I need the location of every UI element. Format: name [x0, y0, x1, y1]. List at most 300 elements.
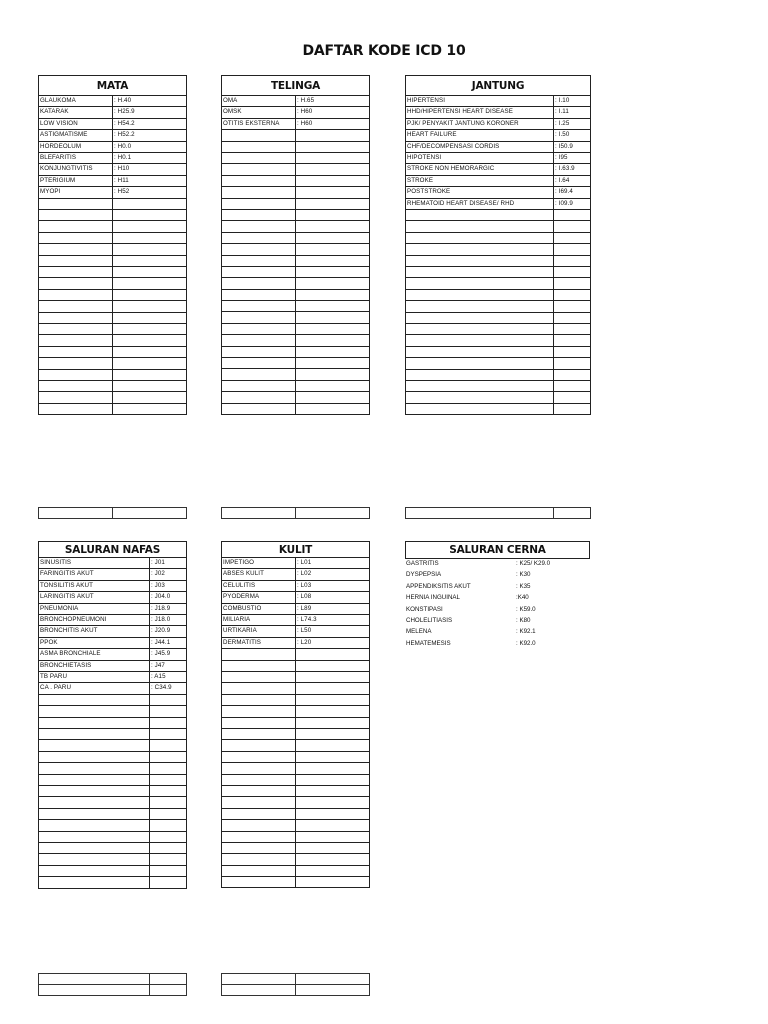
diagnosis-name: [222, 649, 296, 660]
diagnosis-name: [39, 346, 113, 357]
table-row: [406, 96, 591, 107]
icd-code: [150, 854, 187, 865]
diagnosis-name: STROKE: [406, 175, 554, 186]
table-row: [406, 392, 591, 403]
table-row: [222, 740, 370, 751]
diagnosis-name: [406, 392, 554, 403]
icd-code: : I.10: [554, 96, 591, 107]
table-row: [222, 312, 370, 323]
icd-code: : L03: [296, 580, 370, 591]
diagnosis-name: [222, 706, 296, 717]
icd-code: [296, 255, 370, 266]
table-row: [406, 369, 591, 380]
table-row: [222, 831, 370, 842]
diagnosis-name: GLAUKOMA: [39, 96, 113, 107]
table-row: [222, 141, 370, 152]
diagnosis-name: [39, 717, 150, 728]
table-saluran-nafas: [38, 541, 187, 889]
empty-cell: [222, 974, 296, 985]
diagnosis-name: [39, 786, 150, 797]
table-row: [39, 797, 187, 808]
diagnosis-name: [222, 763, 296, 774]
table-row: [39, 683, 187, 694]
icd-code: [296, 289, 370, 300]
diagnosis-name: [222, 865, 296, 876]
diagnosis-name: RHEMATOID HEART DISEASE/ RHD: [406, 198, 554, 209]
icd-code: : I95: [554, 153, 591, 164]
diagnosis-name: [406, 221, 554, 232]
icd-code: [554, 232, 591, 243]
diagnosis-name: [39, 729, 150, 740]
table-row: [406, 278, 591, 289]
icd-code: : K59.0: [516, 605, 536, 613]
icd-code: : J01: [150, 558, 187, 569]
table-row: [39, 335, 187, 346]
table-row: [39, 301, 187, 312]
diagnosis-name: [39, 358, 113, 369]
diagnosis-name: [222, 808, 296, 819]
diagnosis-name: [222, 312, 296, 323]
table-row: [39, 255, 187, 266]
diagnosis-name: [39, 210, 113, 221]
icd-code: [113, 369, 187, 380]
table-row: [222, 335, 370, 346]
icd-code: [554, 392, 591, 403]
table-row: [222, 615, 370, 626]
table-row: [222, 153, 370, 164]
icd-code: : H52: [113, 187, 187, 198]
icd-code: [113, 255, 187, 266]
empty-strip-saluran-nafas: [38, 973, 187, 996]
icd-code: [113, 323, 187, 334]
diagnosis-name: [222, 392, 296, 403]
diagnosis-name: TB PARU: [39, 672, 150, 683]
diagnosis-name: [222, 380, 296, 391]
table-row: [406, 323, 591, 334]
icd-code: : I.63.9: [554, 164, 591, 175]
icd-code: : J44.1: [150, 637, 187, 648]
icd-code: [554, 289, 591, 300]
icd-code: [113, 301, 187, 312]
diagnosis-name: [222, 266, 296, 277]
table-row: [222, 96, 370, 107]
icd-code: [150, 763, 187, 774]
table-header: TELINGA: [222, 76, 370, 96]
table-row: [406, 198, 591, 209]
diagnosis-name: [222, 187, 296, 198]
icd-code: [296, 842, 370, 853]
table-row: [222, 392, 370, 403]
table-jantung: [405, 75, 591, 415]
table-row: [39, 786, 187, 797]
empty-cell: [296, 985, 370, 996]
icd-code: [296, 130, 370, 141]
icd-code: : K35: [516, 582, 531, 590]
diagnosis-name: [222, 255, 296, 266]
diagnosis-name: [406, 346, 554, 357]
icd-code: [113, 289, 187, 300]
table-row: [39, 751, 187, 762]
diagnosis-name: [222, 358, 296, 369]
icd-code: [296, 831, 370, 842]
diagnosis-name: PNEUMONIA: [39, 603, 150, 614]
diagnosis-name: CHF/DECOMPENSASI CORDIS: [406, 141, 554, 152]
icd-code: : L01: [296, 558, 370, 569]
list-item: [406, 569, 596, 580]
diagnosis-name: [39, 255, 113, 266]
icd-code: : H11: [113, 175, 187, 186]
icd-code: [296, 751, 370, 762]
table-row: [406, 210, 591, 221]
diagnosis-name: [222, 289, 296, 300]
diagnosis-name: [222, 751, 296, 762]
diagnosis-name: [222, 221, 296, 232]
icd-code: [296, 153, 370, 164]
icd-code: [150, 842, 187, 853]
diagnosis-name: LARINGITIS AKUT: [39, 592, 150, 603]
table-row: [406, 221, 591, 232]
empty-cell: [296, 508, 370, 519]
icd-code: : L89: [296, 603, 370, 614]
table-row: [39, 649, 187, 660]
table-row: [406, 118, 591, 129]
diagnosis-name: OMSK: [222, 107, 296, 118]
table-row: [222, 706, 370, 717]
table-row: [222, 346, 370, 357]
diagnosis-name: [222, 660, 296, 671]
icd-code: [296, 797, 370, 808]
diagnosis-name: [406, 289, 554, 300]
table-row: [222, 301, 370, 312]
diagnosis-name: KATARAK: [39, 107, 113, 118]
list-item: [406, 615, 596, 626]
icd-code: [113, 358, 187, 369]
table-mata: [38, 75, 187, 415]
table-row: [222, 763, 370, 774]
table-row: [39, 210, 187, 221]
diagnosis-name: [39, 694, 150, 705]
table-row: [406, 267, 591, 278]
icd-code: : H60: [296, 118, 370, 129]
table-row: [406, 130, 591, 141]
icd-code: [554, 221, 591, 232]
diagnosis-name: [222, 198, 296, 209]
icd-code: [296, 706, 370, 717]
diagnosis-name: [39, 369, 113, 380]
icd-code: [150, 877, 187, 888]
icd-code: : H0.0: [113, 141, 187, 152]
table-row: [39, 740, 187, 751]
empty-cell: [222, 985, 296, 996]
diagnosis-name: CELULITIS: [222, 580, 296, 591]
icd-code: : L74.3: [296, 615, 370, 626]
diagnosis-name: PTERIGIUM: [39, 175, 113, 186]
icd-code: [554, 244, 591, 255]
table-row: [406, 403, 591, 414]
icd-code: [150, 831, 187, 842]
table-row: [222, 865, 370, 876]
icd-code: : J03: [150, 580, 187, 591]
table-row: [39, 392, 187, 403]
table-row: [39, 603, 187, 614]
table-row: [39, 323, 187, 334]
icd-code: : J47: [150, 660, 187, 671]
table-row: [39, 175, 187, 186]
icd-code: [296, 346, 370, 357]
icd-code: [296, 774, 370, 785]
table-row: [406, 244, 591, 255]
table-row: [222, 403, 370, 414]
table-row: [39, 96, 187, 107]
empty-cell: [39, 974, 150, 985]
table-header: JANTUNG: [406, 76, 591, 96]
table-row: [222, 289, 370, 300]
diagnosis-name: LOW VISION: [39, 118, 113, 129]
table-row: [39, 580, 187, 591]
table-row: [222, 558, 370, 569]
table-row: [222, 569, 370, 580]
diagnosis-name: HIPERTENSI: [406, 96, 554, 107]
icd-code: [296, 785, 370, 796]
table-row: [39, 637, 187, 648]
icd-code: [150, 820, 187, 831]
table-row: [39, 267, 187, 278]
diagnosis-name: [406, 267, 554, 278]
icd-code: [113, 392, 187, 403]
table-row: [406, 289, 591, 300]
table-row: [222, 774, 370, 785]
table-telinga: [221, 75, 370, 415]
table-kulit: [221, 541, 370, 888]
icd-code: [296, 175, 370, 186]
table-row: [222, 592, 370, 603]
empty-strip-kulit: [221, 973, 370, 996]
icd-code: : L08: [296, 592, 370, 603]
icd-code: [296, 198, 370, 209]
diagnosis-name: [222, 301, 296, 312]
table-row: [222, 785, 370, 796]
diagnosis-name: PYODERMA: [222, 592, 296, 603]
table-row: [222, 255, 370, 266]
diagnosis-name: [39, 831, 150, 842]
icd-code: [150, 706, 187, 717]
empty-cell: [113, 508, 187, 519]
table-header: MATA: [39, 76, 187, 96]
icd-code: [554, 312, 591, 323]
diagnosis-name: CA . PARU: [39, 683, 150, 694]
diagnosis-name: [39, 221, 113, 232]
empty-strip-telinga: [221, 507, 370, 519]
icd-code: [296, 854, 370, 865]
icd-code: [113, 278, 187, 289]
diagnosis-name: STROKE NON HEMORARGIC: [406, 164, 554, 175]
table-row: [39, 865, 187, 876]
diagnosis-name: [39, 289, 113, 300]
icd-code: [296, 209, 370, 220]
table-header-saluran-cerna: SALURAN CERNA: [405, 541, 590, 559]
list-saluran-cerna: [406, 558, 596, 649]
diagnosis-name: [406, 278, 554, 289]
table-row: [39, 626, 187, 637]
icd-code: [296, 358, 370, 369]
table-row: [222, 107, 370, 118]
icd-code: [554, 369, 591, 380]
table-row: [39, 877, 187, 888]
icd-code: [296, 649, 370, 660]
diagnosis-name: HORDEOLUM: [39, 141, 113, 152]
icd-code: [296, 369, 370, 380]
table-row: [39, 831, 187, 842]
diagnosis-name: IMPETIGO: [222, 558, 296, 569]
icd-code: [113, 210, 187, 221]
icd-code: [296, 683, 370, 694]
table-row: [39, 153, 187, 164]
diagnosis-name: [39, 706, 150, 717]
table-row: [39, 187, 187, 198]
diagnosis-name: [406, 244, 554, 255]
icd-code: [150, 774, 187, 785]
table-row: [39, 312, 187, 323]
diagnosis-name: ASTIGMATISME: [39, 130, 113, 141]
diagnosis-name: [222, 141, 296, 152]
diagnosis-name: [222, 672, 296, 683]
icd-code: [150, 717, 187, 728]
icd-code: : K92.0: [516, 639, 536, 647]
empty-strip-jantung: [405, 507, 591, 519]
table-row: [222, 672, 370, 683]
diagnosis-name: MELENA: [406, 628, 432, 636]
diagnosis-name: [222, 164, 296, 175]
icd-code: [150, 729, 187, 740]
diagnosis-name: HIPOTENSI: [406, 153, 554, 164]
diagnosis-name: [222, 831, 296, 842]
diagnosis-name: [222, 717, 296, 728]
diagnosis-name: [222, 842, 296, 853]
icd-code: [554, 346, 591, 357]
table-row: [39, 820, 187, 831]
diagnosis-name: MILIARIA: [222, 615, 296, 626]
diagnosis-name: [39, 808, 150, 819]
icd-code: : J04.0: [150, 592, 187, 603]
table-row: [222, 649, 370, 660]
table-row: [222, 808, 370, 819]
diagnosis-name: KONSTIPASI: [406, 605, 443, 613]
diagnosis-name: [39, 335, 113, 346]
diagnosis-name: [406, 301, 554, 312]
icd-code: : J18.9: [150, 603, 187, 614]
icd-code: : H10: [113, 164, 187, 175]
icd-code: : C34.9: [150, 683, 187, 694]
table-row: [39, 842, 187, 853]
icd-code: : I.11: [554, 107, 591, 118]
icd-code: : I.50: [554, 130, 591, 141]
icd-code: [296, 820, 370, 831]
diagnosis-name: PJK/ PENYAKIT JANTUNG KORONER: [406, 118, 554, 129]
icd-code: [113, 403, 187, 414]
empty-cell: [296, 974, 370, 985]
icd-code: [296, 221, 370, 232]
diagnosis-name: [222, 694, 296, 705]
icd-code: [150, 797, 187, 808]
diagnosis-name: SINUSITIS: [39, 558, 150, 569]
icd-code: [296, 728, 370, 739]
diagnosis-name: OMA: [222, 96, 296, 107]
diagnosis-name: KONJUNGTIVITIS: [39, 164, 113, 175]
icd-code: [296, 717, 370, 728]
diagnosis-name: BRONCHOPNEUMONI: [39, 615, 150, 626]
diagnosis-name: [222, 740, 296, 751]
diagnosis-name: MYOPI: [39, 187, 113, 198]
icd-code: [296, 877, 370, 888]
table-row: [39, 164, 187, 175]
list-item: [406, 604, 596, 615]
diagnosis-name: [222, 774, 296, 785]
icd-code: : H.40: [113, 96, 187, 107]
icd-code: [554, 255, 591, 266]
table-row: [39, 672, 187, 683]
icd-code: :K40: [516, 594, 529, 602]
icd-code: : I.25: [554, 118, 591, 129]
table-row: [222, 164, 370, 175]
table-row: [39, 592, 187, 603]
empty-cell: [554, 508, 591, 519]
diagnosis-name: [406, 255, 554, 266]
diagnosis-name: DYSPEPSIA: [406, 571, 442, 579]
icd-code: : J45.9: [150, 649, 187, 660]
diagnosis-name: [406, 358, 554, 369]
diagnosis-name: BLEFARITIS: [39, 153, 113, 164]
table-row: [39, 694, 187, 705]
diagnosis-name: [39, 403, 113, 414]
table-row: [222, 369, 370, 380]
diagnosis-name: HEMATEMESIS: [406, 639, 451, 647]
diagnosis-name: [222, 854, 296, 865]
table-row: [222, 637, 370, 648]
icd-code: : L20: [296, 637, 370, 648]
icd-code: : K92.1: [516, 628, 536, 636]
table-row: [39, 706, 187, 717]
icd-code: [150, 740, 187, 751]
icd-code: : J20.9: [150, 626, 187, 637]
empty-strip-mata: [38, 507, 187, 519]
table-row: [222, 877, 370, 888]
diagnosis-name: [39, 774, 150, 785]
table-row: [39, 569, 187, 580]
table-row: [222, 187, 370, 198]
icd-code: : I09.9: [554, 198, 591, 209]
table-row: [406, 255, 591, 266]
icd-code: [113, 244, 187, 255]
diagnosis-name: [222, 346, 296, 357]
table-row: [222, 130, 370, 141]
diagnosis-name: OTITIS EKSTERNA: [222, 118, 296, 129]
diagnosis-name: [39, 854, 150, 865]
diagnosis-name: [406, 335, 554, 346]
diagnosis-name: [406, 369, 554, 380]
icd-code: [113, 267, 187, 278]
diagnosis-name: [39, 797, 150, 808]
diagnosis-name: [222, 369, 296, 380]
table-row: [222, 232, 370, 243]
icd-code: [296, 187, 370, 198]
table-row: [39, 854, 187, 865]
list-item: [406, 581, 596, 592]
icd-code: [296, 266, 370, 277]
icd-code: [296, 763, 370, 774]
icd-code: [113, 335, 187, 346]
table-row: [222, 118, 370, 129]
icd-code: [554, 380, 591, 391]
